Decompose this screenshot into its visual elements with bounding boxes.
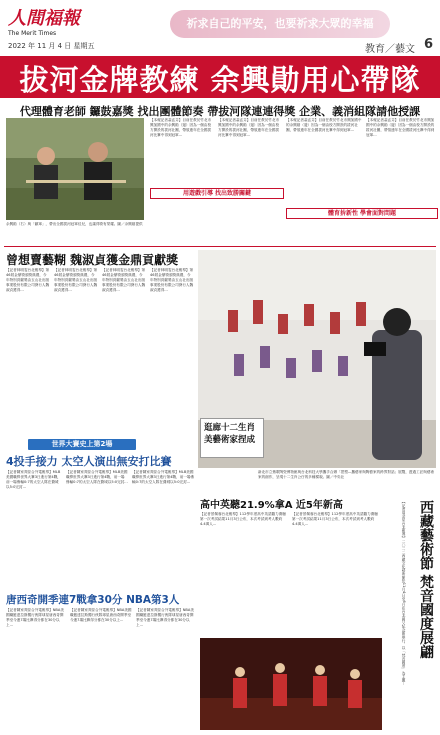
- main-story-body-col4: 【本報記者蕭孟芬】目前任教於竹北市興加國中的余興勛（邊）因為一個由校方開設的拔河社團，帶領連年在全國拔河比賽中得到冠軍...: [366, 118, 435, 137]
- nba-body-col2: 【記者陳家齊綜合外電報導】NBA美國職籃達拉斯獨行俠隊球星唐西奇開季至今連7場比賽得分都在30分以上...: [70, 608, 132, 622]
- issue-date: 2022 年 11 月 4 日 星期五: [8, 42, 95, 50]
- world-series-banner: 世界大賽史上第2場: [28, 439, 136, 450]
- main-box-title: 用遊戲引導 找出致勝關鍵: [150, 188, 284, 199]
- nba-body-col1: 【記者陳家齊綜合外電報導】NBA美國職籃達拉斯獨行俠隊球星唐西奇開季至今連7場比賽得分都在30分以上...: [6, 608, 64, 627]
- exhibit-caption: 新北市立鶯歌陶瓷博物館與台北科技大學攜手合辦「捏塑—攜藝家與陶藝家的跨界對話」展覽，透過工匠與藝術家的創作，呈現十二生肖公仔的多種樣貌。圖／中央社: [258, 470, 435, 479]
- main-headline: 拔河金牌教練 余興勛用心帶隊: [19, 63, 421, 97]
- main-story-body-col2: 【本報記者蕭孟芬】目前任教於竹北市興加國中的余興勛（邊）因為一個由校方開設的拔河社團，帶領連年在全國拔河比賽中得到冠軍...: [218, 118, 280, 137]
- page-number: 6: [424, 37, 434, 52]
- nba-body-col3: 【記者陳家齊綜合外電報導】NBA美國職籃達拉斯獨行俠隊球星唐西奇開季至今連7場比賽得分都在30分以上...: [136, 608, 194, 627]
- nba-headline: 唐西奇開季連7戰拿30分 NBA第3人: [6, 594, 180, 606]
- arts-body-col4: 【記者林明雯台北報導】第46屆金鼎獎頒獎典禮，今年特別貢獻獎由玉山社出版事業股份有限公司發行人魏淑貞獲得...: [150, 268, 194, 292]
- exhibit-title-box: [200, 418, 264, 458]
- arts-body-col1: 【記者林明雯台北報導】第46屆金鼎獎頒獎典禮，今年特別貢獻獎由玉山社出版事業股份有限公司發行人魏淑貞獲得...: [6, 268, 50, 292]
- exhibit-title: 逛廊十二生肖 美藝術家捏成: [204, 423, 256, 445]
- main-story-body-col3: 【本報記者蕭孟芬】目前任教於竹北市興加國中的余興勛（邊）因為一個由校方開設的拔河社團，帶領連年在全國拔河比賽中得到冠軍...: [286, 118, 362, 132]
- main-subhead: 代理體育老師 鑼鼓嘉獎 找出團體節奏 帶拔河隊連連得獎 企業、義消組隊請他授課: [19, 105, 421, 118]
- newspaper-logo: [8, 4, 80, 37]
- tibetan-dance-photo: [200, 638, 382, 730]
- world-series-body-col3: 【記者陳家齊綜合外電報導】MLB美國職棒世界大賽3日進行第4戰，前一場慘輸0:7的太空人隊在費城以5:0完封...: [132, 470, 195, 484]
- logo-english: The Merit Times: [8, 30, 57, 37]
- main-box-title-2: 體育拚新性 學會面對問題: [286, 208, 438, 219]
- logo-chinese: 人間福報: [8, 8, 80, 29]
- arts-body-col2: 【記者林明雯台北報導】第46屆金鼎獎頒獎典禮，今年特別貢獻獎由玉山社出版事業股份有限公司發行人魏淑貞獲得...: [54, 268, 98, 292]
- world-series-body-col2: 【記者陳家齊綜合外電報導】MLB美國職棒世界大賽3日進行第4戰，前一場慘輸0:7的太空人隊在費城以5:0完封...: [66, 470, 128, 484]
- tibet-body: 【記者周金星台北報導】二〇二二西藏文化藝術節於11月4日至6日在台北國父紀念館舉行，以「梵音國度」為主題...: [402, 500, 406, 686]
- world-series-body-col1: 【記者陳家齊綜合外電報導】MLB美國職棒世界大賽3日進行第4戰，前一場慘輸0:7的太空人隊在費城以5:0完封...: [6, 470, 61, 489]
- listening-body-col1: 【記者蔡佩蓉台北報導】112學年度高中英語聽力測驗第一次考試結果11月3日公布，本次考試到考人數約4.4萬人...: [200, 512, 286, 526]
- section-label: 教育／藝文: [365, 44, 415, 55]
- arts-headline: 曾想賣藝糊 魏淑貞獲金鼎貢獻獎: [6, 253, 179, 267]
- arts-body-col3: 【記者林明雯台北報導】第46屆金鼎獎頒獎典禮，今年特別貢獻獎由玉山社出版事業股份有限公司發行人魏淑貞獲得...: [102, 268, 146, 292]
- main-story-body-col1: 【本報記者蕭孟芬】目前任教於竹北市興加國中的余興勛（邊）因為一個由校方開設的拔河社團，帶領連年在全國拔河比賽中得到冠軍...: [150, 118, 212, 137]
- listening-body-col2: 【記者蔡佩蓉台北報導】112學年度高中英語聽力測驗第一次考試結果11月3日公布，本次考試到考人數約4.4萬人...: [292, 512, 378, 526]
- listening-headline: 高中英聽21.9%拿A 近5年新高: [200, 500, 343, 511]
- masthead: [0, 0, 440, 54]
- tug-of-war-photo: [6, 118, 144, 220]
- world-series-headline: 4投手接力 太空人演出無安打比賽: [6, 455, 172, 468]
- tibet-headline: 西藏藝術節 梵音國度展翩: [418, 500, 434, 659]
- section-divider: [4, 246, 436, 247]
- main-photo-caption: 余興勛（右）與「鐵軍」，帶出全國拔河冠軍佳兒，也讓得獎有榮耀。圖／余興勛提供: [6, 222, 143, 226]
- slogan-banner: 祈求自己的平安，也要祈求大眾的幸福: [170, 10, 390, 38]
